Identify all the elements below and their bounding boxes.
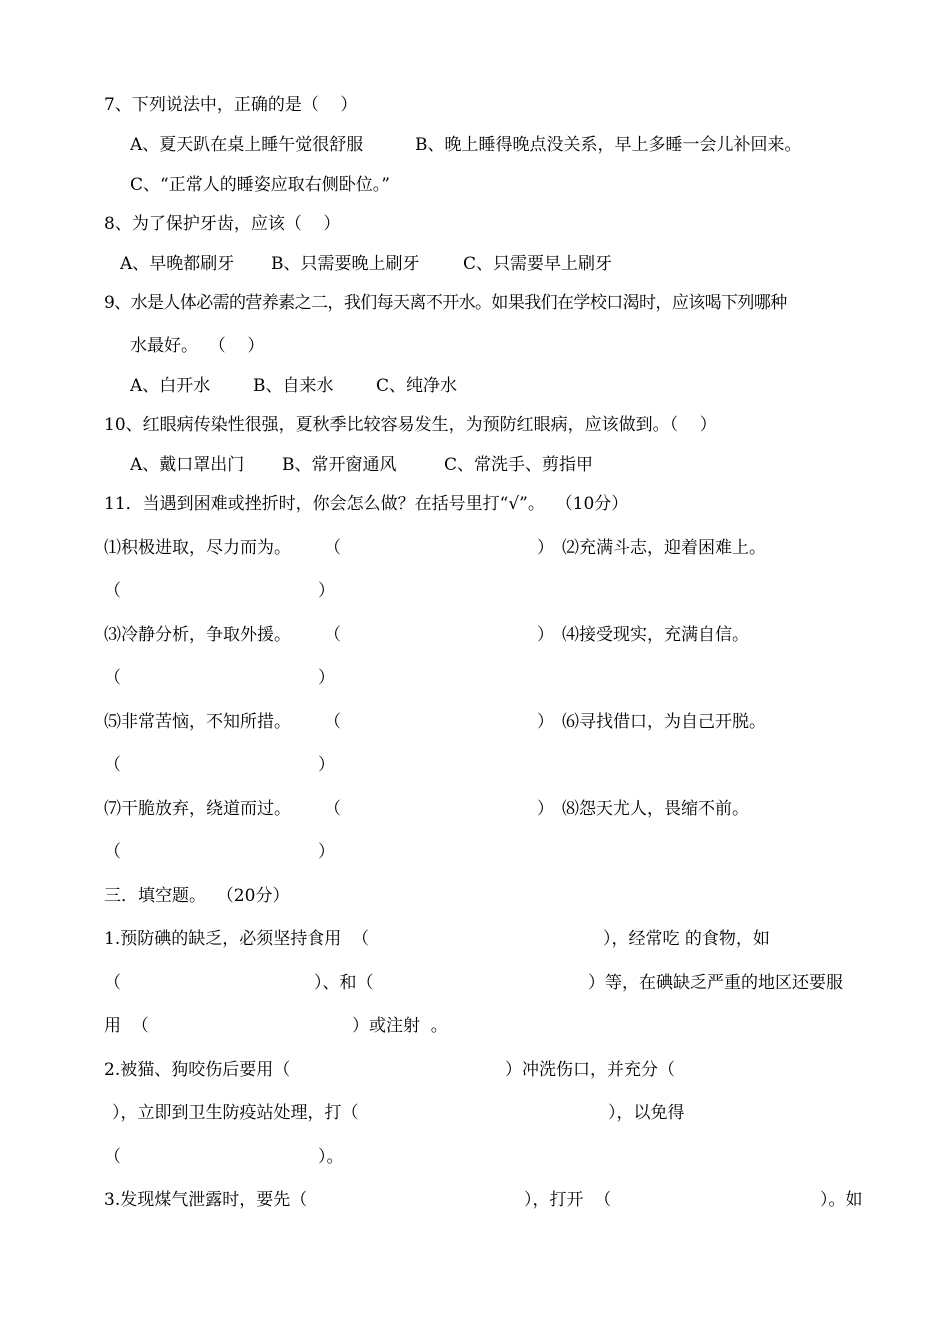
- q9-option-c: C、纯净水: [376, 376, 458, 396]
- q11-item-4-open: （: [104, 668, 121, 688]
- q9-stem-line2: 水最好。 （ ）: [130, 336, 265, 356]
- q7-option-b: B、晚上睡得晚点没关系，早上多睡一会儿补回来。: [415, 135, 802, 155]
- q11-item-8-close: ）: [318, 842, 335, 862]
- q11-item-1: ⑴积极进取，尽力而为。: [104, 538, 291, 558]
- q10-option-a: A、戴口罩出门: [130, 455, 245, 475]
- q10-option-b: B、常开窗通风: [282, 455, 397, 475]
- fill1-part5: ）等，在碘缺乏严重的地区还要服: [588, 973, 843, 993]
- q7-option-a: A、夏天趴在桌上睡午觉很舒服: [130, 135, 364, 155]
- fill2-part3: ），立即到卫生防疫站处理，打（: [112, 1103, 359, 1123]
- q8-option-c: C、只需要早上刷牙: [463, 254, 613, 274]
- q11-item-8-open: （: [104, 842, 121, 862]
- q10-option-c: C、常洗手、剪指甲: [444, 455, 594, 475]
- fill1-part7: ）或注射 。: [352, 1016, 448, 1036]
- q11-item-3-open: （: [324, 625, 341, 645]
- section3-title: 三．填空题。 （20分）: [104, 886, 290, 906]
- q11-item-2-open: （: [104, 581, 121, 601]
- q8-option-a: A、早晚都刷牙: [120, 254, 235, 274]
- q8-stem: 8、为了保护牙齿，应该（ ）: [104, 214, 341, 234]
- fill2-part1: 2.被猫、狗咬伤后要用（: [104, 1060, 291, 1080]
- fill2-part2: ）冲洗伤口，并充分（: [505, 1060, 675, 1080]
- fill3-part2: ），打开 （: [524, 1190, 612, 1210]
- q11-item-2-close: ）: [318, 581, 335, 601]
- q11-item-6-close: ）: [318, 755, 335, 775]
- q11-item-6: ⑹寻找借口，为自己开脱。: [562, 712, 766, 732]
- q11-item-5: ⑸非常苦恼，不知所措。: [104, 712, 291, 732]
- fill1-part3: （: [104, 973, 121, 993]
- q7-stem: 7、下列说法中，正确的是（ ）: [104, 95, 358, 115]
- q11-item-7-close: ）: [537, 799, 554, 819]
- q11-item-5-close: ）: [537, 712, 554, 732]
- q11-item-2: ⑵充满斗志，迎着困难上。: [562, 538, 766, 558]
- fill1-part4: ）、和（: [314, 973, 374, 993]
- q11-item-3: ⑶冷静分析，争取外援。: [104, 625, 291, 645]
- fill1-part1: 1.预防碘的缺乏，必须坚持食用 （: [104, 929, 370, 949]
- q11-item-7: ⑺干脆放弃，绕道而过。: [104, 799, 291, 819]
- q11-stem: 11．当遇到困难或挫折时，你会怎么做？在括号里打“√”。 （10分）: [104, 494, 629, 514]
- fill3-part1: 3.发现煤气泄露时，要先（: [104, 1190, 308, 1210]
- q11-item-4-close: ）: [318, 668, 335, 688]
- q9-option-a: A、白开水: [130, 376, 211, 396]
- fill3-part3: ）。如: [820, 1190, 863, 1210]
- q11-item-1-open: （: [324, 538, 341, 558]
- q9-option-b: B、自来水: [253, 376, 334, 396]
- fill2-part4: ），以免得: [608, 1103, 685, 1123]
- q8-option-b: B、只需要晚上刷牙: [271, 254, 420, 274]
- q11-item-7-open: （: [324, 799, 341, 819]
- q11-item-8: ⑻怨天尤人，畏缩不前。: [562, 799, 749, 819]
- q11-item-5-open: （: [324, 712, 341, 732]
- fill2-part5: （: [104, 1147, 121, 1167]
- q10-stem: 10、红眼病传染性很强，夏秋季比较容易发生，为预防红眼病，应该做到。（ ）: [104, 415, 717, 435]
- q11-item-1-close: ）: [537, 538, 554, 558]
- q9-stem-line1: 9、水是人体必需的营养素之二，我们每天离不开水。如果我们在学校口渴时，应该喝下列哪种: [104, 293, 787, 313]
- q11-item-3-close: ）: [537, 625, 554, 645]
- fill2-part6: ）。: [318, 1147, 344, 1167]
- fill1-part2: ），经常吃 的食物，如: [603, 929, 770, 949]
- fill1-part6: 用 （: [104, 1016, 149, 1036]
- q11-item-4: ⑷接受现实，充满自信。: [562, 625, 749, 645]
- q7-option-c: C、“正常人的睡姿应取右侧卧位。”: [130, 175, 390, 195]
- q11-item-6-open: （: [104, 755, 121, 775]
